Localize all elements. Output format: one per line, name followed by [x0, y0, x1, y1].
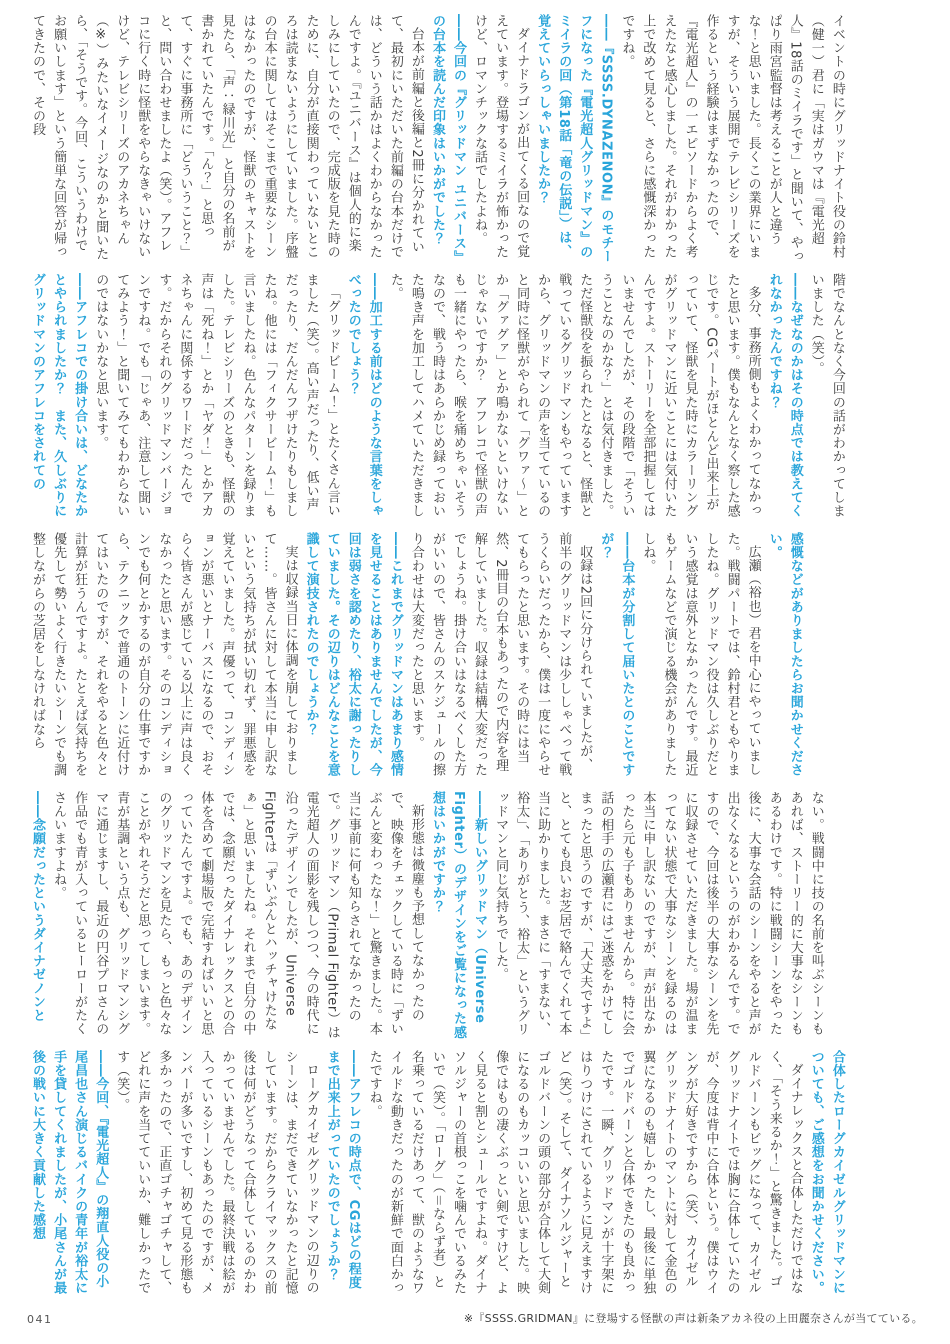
interview-answer: ない。戦闘中に技の名前を叫ぶシーンもあれば、ストーリー的に大事なシーンもあるわけです。特に戦闘シーンをやった後に、大事な会話のシーンをやると声が出なくなるというのがわかるんです。ですので、今回は後半の大事なシーンを先に収録させていただきました。場が温まってない状態で大事なシーンを録るのは本当に申し訳ないのですが、声が出なかったら元も子もありませんから。特に会話の相手の広瀬君にはご迷惑をかけてしまったと思うのですが、「大丈夫ですよ」と、とても良いお芝居で絡んでくれて本当に助かりました。まさに「すまない、裕太」、「ありがとう、裕太」というグリッドマンと同じ気持ちでした。 — [493, 791, 824, 1037]
text-band-row-3 — [27, 532, 923, 782]
interview-answer: 収録は2回に分けられていましたが、前半のグリッドマンは少ししゃべって戦うくらいだったから、僕は一度にやらせてもらったと思います。その時には当然、2冊目の台本もあったので内容を理解していました。収録は結構大変だったでしょうね。掛け合いはなるべくした方がいいので、皆さんのスケジュールの擦り合わせは大変だったと思います。 — [408, 532, 593, 777]
text-band-row-1 — [27, 14, 923, 264]
interview-question: ――念願だったというダイナゼノンと — [30, 791, 46, 1023]
interview-answer: 階でなんとなく今回の話がわかってしまいました（笑）。 — [808, 273, 845, 518]
interview-answer: 多分、事務所側もよくわかってなかったと思います。僕もなんとなく察した感じです。CGパートがほとんど出来上がっていて、怪獣を見た時にカラーリングがグリッドマンに近いことには気付いたんですよ。ストーリーを全部把握してはいませんでしたが、その段階で「そういうことなのかな？」とは気付きました。ただ怪獣役を振られたとなると、怪獣と戦っているグリッドマンもやっていますから、グリッドマンの声を当てているのと同時に怪獣がやられて「グワァ～」とか「グァグァ」とか鳴かないといけないじゃないですか？ アフレコで怪獣の声も一緒にやったら、喉を痛めちゃいそうなので、戦う時はあらかじめ録っておいた鳴き声を加工してハメていただきました。 — [387, 273, 761, 518]
interview-question: ――台本が分割して届いたとのことですが？ — [598, 532, 635, 777]
interview-answer: 広瀬（裕也）君を中心にやっていました。戦闘パートでは、鈴村君ともやりましたね。グリッドマン役は久しぶりだという感覚は意外となかったんです。最近もゲームなどで演じる機会がありましたしね。 — [640, 532, 761, 777]
interview-question: ――アフレコでの掛け合いは、どなたかとやられましたか？ また、久しぶりにグリッドマンのアフレコをされての — [30, 273, 88, 518]
interview-question: ――加工する前はどのような言葉をしゃべったのでしょう？ — [345, 273, 382, 518]
page-footer — [27, 1310, 923, 1326]
text-band-row-5 — [27, 1050, 923, 1300]
text-band-row-2 — [27, 273, 923, 523]
interview-question: ――今回の『グリッドマン ユニバース』の台本を読んだ印象はいかがでした？ — [429, 14, 466, 264]
interview-question: ――アフレコの時点で、CGはどの程度まで出来上がっていたのでしょうか？ — [324, 1050, 361, 1290]
interview-question: ――これまでグリッドマンはあまり感情を見せることはありませんでしたが、今回は弱さを認めたり、裕太に謝ったりしていました。その辺りはどんなことを意識して演技されたのでしょうか？ — [303, 532, 403, 777]
interview-answer: 実は収録当日に体調を崩しておりまして……。皆さんに対して本当に申し訳ないという気持ちが拭い切れず、罪悪感を覚えていました。声優って、コンディションが悪いとナーバスになるので、おそらく皆さんが感じている以上に声は良くなかったと思います。そのコンディションでも何とかするのが自分の仕事ですから、テクニックで普通のトーンに近付けてはいたのですが、それをやると色々と計算が狂うんですよ。たとえば気持ちを優先して勢いよく行きたいシーンでも調整しながらの芝居をしなければなら — [30, 532, 298, 777]
interview-answer: 台本が前編と後編と2冊に分かれていて、最初にいただいた前編の台本だけでは、どういう話かはよくわからなかったんですよ。『ユニバース』は個人的に楽しみにしていたので、完成版を見た時のために、自分が直接関わっていないところは読まないようにしていました。序盤の台本に関してはそこまで重要なシーンはなかったのですが、怪獣のキャストを見たら、「声：緑川光」と自分の名前が書かれていたんです。「ん？」と思って、すぐに事務所に「どういうこと？」と、問い合わせましたよ（笑）。アフレコに行く時に怪獣をやらなきゃいけないけど、テレビシリーズのアカネちゃん（※）みたいなイメージなのかと聞いたら、「そうです。今回、こういうわけでお願いします」という簡単な回答が帰ってきたので、その段 — [30, 14, 424, 261]
interview-question: ――今回、『電光超人』の翔直人役の小尾昌也さん演じるバイクの青年が裕太に手を貸してくれましたが、小尾さんが最後の戦いに大きく貢献した感想 — [30, 1050, 109, 1295]
interview-text-band — [27, 791, 827, 1041]
footnote: ※『SSSS.GRIDMAN』に登場する怪獣の声は新条アカネ役の上田麗奈さんが当てている。 — [463, 1312, 923, 1325]
interview-question: 感慨などがありましたらお聞かせください。 — [766, 532, 803, 777]
interview-answer: ローグカイゼルグリッドマンの辺りのシーンは、まだできていなかったと記憶しています。だからクライマックスの前後は何がどうなって合体しているのかわかっていませんでした。最終決戦は絵が入っているシーンもあったのですが、メンバーが多いですし、初めて見る形態も多かったので、正直ゴチャゴチャして、どれに声を当てていいか、難しかったです（笑）。 — [114, 1050, 319, 1295]
interview-answer: イベントの時にグリッドナイト役の鈴村（健一）君に「実はガウマは『電光超人』18話のミイラです」と聞いて、やっぱり雨宮監督は考えることが人と違うな！と思いました。長くこの業界にいますが、そういう展開でテレビシリーズを作るという経験はまずなかったので、『電光超人』の一エピソードからよく考えたなと感心しました。それがわかった上で改めて見ると、さらに感慨深かったですね。 — [619, 14, 845, 263]
interview-text-band — [27, 1050, 848, 1300]
interview-text-band — [27, 273, 848, 523]
interview-text-band — [27, 14, 848, 264]
interview-answer: 「グリッドビーム！」とたくさん言いました（笑）。高い声だったり、低い声だったり、だんだんフザけたりもしましたね。他には「フィクサービーム！」も言いましたね。色んなパターンを録りました。テレビシリーズのときも、怪獣の声は「死ね！」とか「ヤダ！」とかアカネちゃんに関係するワードだったんです。だからそれのグリッドマンバージョンですね。でも「じゃあ、注意して聞いてみよう！」と聞いてみてもわからないのではないかなと思います。 — [93, 273, 340, 518]
interview-question: 合体したローグカイゼルグリッドマンについても、ご感想をお聞かせください。 — [808, 1050, 845, 1295]
interview-question: ――新しいグリッドマン（Universe Fighter）のデザインをご覧になった感想はいかがですか？ — [429, 791, 488, 1039]
interview-answer: ダイナドラゴンが出てくる回なので覚えています。登場するミイラが怖かったけど、ロマンチックな話でしたよね。 — [472, 14, 530, 259]
interview-question: ――『SSSS.DYNAZENON』のモチーフになった『電光超人グリッドマン』のミイラの回（第18話「竜の伝説」）は、覚えていらっしゃいましたか？ — [535, 14, 614, 264]
text-band-row-4 — [27, 791, 923, 1041]
interview-text-band — [27, 532, 806, 782]
interview-answer: ダイナレックスと合体しただけではなく、「そう来るか！」と驚きました。ゴルドバーンもビッグになって、カイゼルグリッドナイトでは胸に合体していたのが、今度は背中に合体という。僕はウイングが大好きですから（笑）、カイゼルグリッドナイトのマントに対して金色の翼になるのも嬉しかったし、最後に単独でゴルドバーンと合体できたのも良かったです。一瞬、グリッドマンが十字架にはりつけにされているように見えますけど（笑）。そして、ダイナソルジャーとゴルドバーンの頭の部分が合体して大剣になるのもカッコいいと思いました。映像ではもの凄くぶっとい剣ですけど、よく見ると割とシュールですよね。ダイナソルジャーの首根っこを噛んでいるみたいで（笑）。「ローグ」（＝ならず者）と名乗っているだけあって、獣のようなワイルドな動きだったのが新鮮で面白かったですね。 — [366, 1050, 803, 1295]
interview-question: ――なぜなのかはその時点では教えてくれなかったんですね？ — [766, 273, 803, 518]
interview-answer: 新形態は微塵も予想してなかったので、映像をチェックしている時に「ずいぶんと変わったな！」と驚きました。本当に事前に何も知らされてなかったので。グリッドマン（Primal Fighter）は電光超人の面影を残しつつ、今の時代に沿ったデザインでしたが、Universe Fighterは「ずいぶんとハッチャけたなぁ」と思いましたね。それまで自分の中では、念願だったダイナレックスとの合体を含めて劇場版で完結すればいいと思っていたんですよ。でも、あのデザインのグリッドマンを見たら、もっと色々なことがやれそうだと思ってしまいます。青が基調という点も、グリッドマンシグマに通じますし、最近の円谷プロさんの作品でも青が入っているヒーローがたくさんいますよね。 — [51, 791, 424, 1040]
page-number: 041 — [27, 1313, 53, 1326]
